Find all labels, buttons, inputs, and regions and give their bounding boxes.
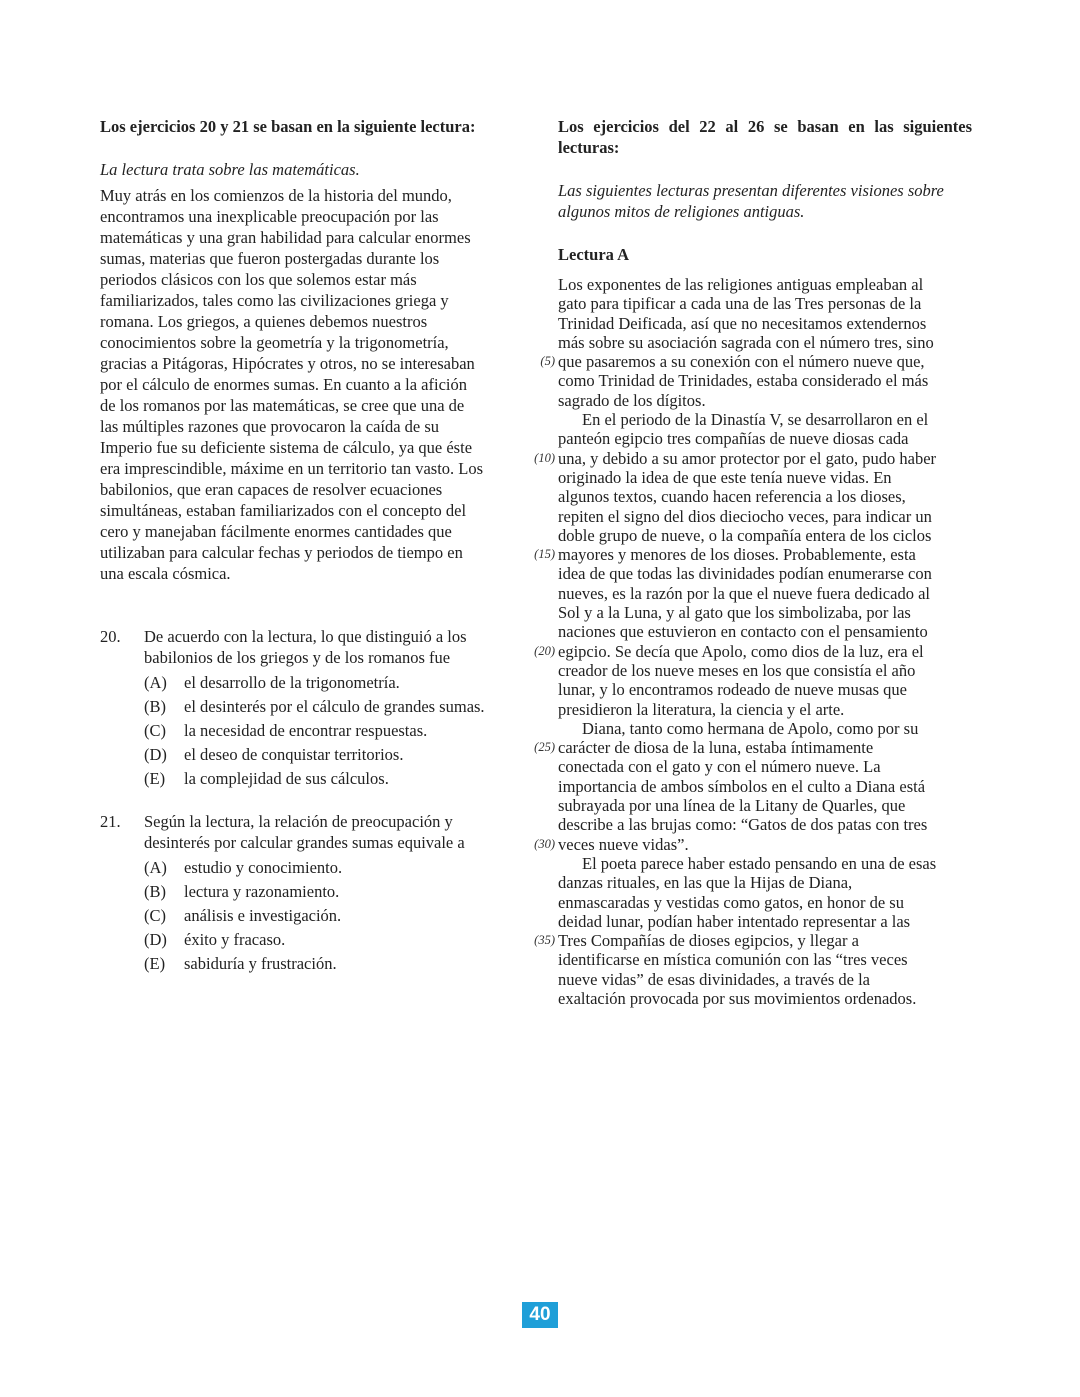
line-number: (30) xyxy=(534,836,555,851)
option-letter: (B) xyxy=(144,697,166,716)
line-text: egipcio. Se decía que Apolo, como dios de la luz, era el xyxy=(558,641,924,661)
line-text: veces nueve vidas”. xyxy=(558,834,689,854)
question-stem xyxy=(144,626,512,668)
passage-line xyxy=(558,700,972,719)
line-text: subrayada por una línea de la Litany de Quarles, que xyxy=(558,796,906,816)
line-text: panteón egipcio tres compañías de nueve diosas cada xyxy=(558,429,909,449)
answer-option xyxy=(144,928,512,952)
line-text: lunar, y lo encontramos rodeado de nueve musas que xyxy=(558,680,907,700)
reading-a-title: Lectura A xyxy=(558,245,630,264)
passage-line xyxy=(534,738,972,758)
question-stem xyxy=(144,811,512,853)
line-text: Los exponentes de las religiones antiguas empleaban al xyxy=(558,275,924,294)
option-text: el deseo de conquistar territorios. xyxy=(184,745,404,764)
passage-line: romana. Los griegos, a quienes debemos nuestros xyxy=(100,312,428,331)
passage-line: era imprescindible, máxime en un territorio tan vasto. Los xyxy=(100,459,484,478)
passage-line xyxy=(558,719,972,738)
passage-line xyxy=(534,834,972,854)
line-number: (15) xyxy=(534,547,555,562)
option-letter: (A) xyxy=(144,858,167,877)
line-text: En el periodo de la Dinastía V, se desarrollaron en el xyxy=(582,410,929,430)
question-stem-line: Según la lectura, la relación de preocupación y xyxy=(144,812,453,831)
option-text: la complejidad de sus cálculos. xyxy=(184,769,389,788)
passage-line xyxy=(558,796,972,815)
passage-line: de los romanos por las matemáticas, se cree que una de xyxy=(100,396,465,415)
option-letter: (B) xyxy=(144,882,166,901)
answer-option xyxy=(144,695,512,719)
option-letter: (E) xyxy=(144,954,166,973)
question-number: 21. xyxy=(100,812,121,831)
passage-line: cero y manejaban fácilmente enormes cantidades que xyxy=(100,522,452,541)
passage-line: simultáneas, estaban familiarizados con el concepto del xyxy=(100,501,467,520)
option-letter: (D) xyxy=(144,745,167,764)
passage-line xyxy=(558,912,972,931)
line-text: gato para tipificar a cada una de las Tres personas de la xyxy=(558,294,922,314)
line-text: Diana, tanto como hermana de Apolo, como por su xyxy=(582,718,919,738)
passage-line: familiarizados, tales como las civilizaciones griega y xyxy=(100,291,449,310)
option-letter: (D) xyxy=(144,930,167,949)
passage-line: encontramos una inexplicable preocupación por las xyxy=(100,207,439,226)
passage-line xyxy=(534,545,972,565)
passage-line: utilizaban para calcular fechas y periodos de tiempo en xyxy=(100,543,463,562)
line-text: originado la idea de que este tenía nueve vidas. En xyxy=(558,467,892,487)
line-number: (25) xyxy=(534,740,555,755)
passage-line xyxy=(558,487,972,506)
passage-line xyxy=(558,989,972,1008)
passage-line xyxy=(558,429,972,448)
line-text: Tres Compañías de dioses egipcios, y llegar a xyxy=(558,931,859,951)
line-text: idea de que todas las divinidades podían enumerarse con xyxy=(558,564,932,584)
passage-line: sumas, materias que fueron postergadas durante los xyxy=(100,249,440,268)
passage-line xyxy=(558,391,972,410)
option-text: lectura y razonamiento. xyxy=(184,882,340,901)
passage-line: una escala cósmica. xyxy=(100,564,231,583)
readings-intro: Las siguientes lecturas presentan diferentes visiones sobre algunos mitos de religiones antiguas. xyxy=(558,181,944,221)
line-text: carácter de diosa de la luna, estaba íntimamente xyxy=(558,738,874,758)
line-text: presidieron la literatura, la ciencia y el arte. xyxy=(558,699,845,719)
line-text: exaltación provocada por sus movimientos ordenados. xyxy=(558,988,917,1008)
line-text: una, y debido a su amor protector por el gato, pudo haber xyxy=(558,448,937,468)
question-stem-line: desinterés por calcular grandes sumas equivale a xyxy=(144,833,465,852)
line-text: sagrado de los dígitos. xyxy=(558,390,706,410)
passage-line xyxy=(558,333,972,352)
answer-option xyxy=(144,952,512,976)
section-heading-22-26: Los ejercicios del 22 al 26 se basan en las siguientes lecturas: xyxy=(558,117,972,157)
answer-option xyxy=(144,671,512,695)
line-text: algunos textos, cuando hacen referencia a los dioses, xyxy=(558,487,906,507)
line-text: que pasaremos a su conexión con el número nueve que, xyxy=(558,352,925,372)
option-letter: (E) xyxy=(144,769,166,788)
passage-line xyxy=(558,564,972,583)
passage-line xyxy=(558,893,972,912)
passage-line xyxy=(558,507,972,526)
question-stem-line: De acuerdo con la lectura, lo que distinguió a los xyxy=(144,627,467,646)
passage-line xyxy=(558,410,972,429)
line-number: (20) xyxy=(534,643,555,658)
option-text: el desarrollo de la trigonometría. xyxy=(184,673,400,692)
question xyxy=(100,811,512,976)
option-text: sabiduría y frustración. xyxy=(184,954,337,973)
passage-line xyxy=(558,970,972,989)
passage-line: matemáticas y una gran habilidad para calcular enormes xyxy=(100,228,471,247)
answer-option xyxy=(144,904,512,928)
passage-line: Imperio fue su deficiente sistema de cálculo, ya que éste xyxy=(100,438,473,457)
answer-option xyxy=(144,719,512,743)
reading-a-passage xyxy=(534,275,972,1008)
passage-line xyxy=(558,777,972,796)
passage-line xyxy=(558,622,972,641)
passage-line xyxy=(558,275,972,294)
question-list xyxy=(100,626,512,976)
passage-line: periodos clásicos con los que solemos estar más xyxy=(100,270,417,289)
reading-intro: La lectura trata sobre las matemáticas. xyxy=(100,160,360,179)
answer-option xyxy=(144,880,512,904)
passage-line xyxy=(558,314,972,333)
passage-line: por el cálculo de enormes sumas. En cuanto a la afición xyxy=(100,375,467,394)
answer-options xyxy=(144,856,512,976)
line-text: El poeta parece haber estado pensando en una de esas xyxy=(582,853,937,873)
right-column xyxy=(530,116,972,1008)
question xyxy=(100,626,512,791)
passage-line: babilonios, que eran capaces de resolver ecuaciones xyxy=(100,480,443,499)
passage-line: gracias a Pitágoras, Hipócrates y otros, no se interesaban xyxy=(100,354,475,373)
line-text: Sol y a la Luna, y al gato que los simbolizaba, por las xyxy=(558,603,911,623)
passage-line: conocimientos sobre la geometría y la trigonometría, xyxy=(100,333,449,352)
passage-line xyxy=(558,757,972,776)
line-number: (10) xyxy=(534,450,555,465)
line-text: doble grupo de nueve, o la compañía entera de los ciclos xyxy=(558,525,932,545)
line-text: enmascaradas y vestidas como gatos, en honor de su xyxy=(558,892,904,912)
line-text: conectada con el gato y con el número nueve. La xyxy=(558,757,881,777)
line-text: creador de los nueve meses en los que consistía el año xyxy=(558,660,916,680)
passage-line xyxy=(534,931,972,951)
line-text: nueve vidas” de esas divinidades, a través de la xyxy=(558,969,871,989)
passage-line xyxy=(534,641,972,661)
passage-line xyxy=(558,584,972,603)
line-text: Trinidad Deificada, así que no necesitamos extendernos xyxy=(558,313,927,333)
option-text: estudio y conocimiento. xyxy=(184,858,343,877)
question-number: 20. xyxy=(100,627,121,646)
option-text: análisis e investigación. xyxy=(184,906,342,925)
line-text: deidad lunar, podían haber intentado representar a las xyxy=(558,911,911,931)
option-letter: (A) xyxy=(144,673,167,692)
passage-line xyxy=(558,815,972,834)
line-text: nueves, es la razón por la que el nueve fuera dedicado al xyxy=(558,583,930,603)
line-text: importancia de ambos símbolos en el culto a Diana está xyxy=(558,776,926,796)
passage-line xyxy=(558,873,972,892)
answer-options xyxy=(144,671,512,791)
passage-line xyxy=(558,950,972,969)
line-text: mayores y menores de los dioses. Probablemente, esta xyxy=(558,545,916,565)
line-number: (5) xyxy=(540,354,555,369)
line-number: (35) xyxy=(534,933,555,948)
line-text: repiten el signo del dios dieciocho veces, para indicar un xyxy=(558,506,932,526)
page-number-badge: 40 xyxy=(522,1302,558,1328)
passage-line xyxy=(558,526,972,545)
passage-line: Muy atrás en los comienzos de la historia del mundo, xyxy=(100,186,452,205)
answer-option xyxy=(144,743,512,767)
question-stem-line: babilonios de los griegos y de los romanos fue xyxy=(144,648,451,667)
passage-line xyxy=(534,448,972,468)
passage-line xyxy=(558,680,972,699)
line-text: más sobre su asociación sagrada con el número tres, sino xyxy=(558,332,934,352)
passage-line xyxy=(558,294,972,313)
line-text: naciones que estuvieron en contacto con el pensamiento xyxy=(558,622,928,642)
option-text: la necesidad de encontrar respuestas. xyxy=(184,721,428,740)
passage-line xyxy=(540,352,972,372)
passage-line xyxy=(558,603,972,622)
option-text: el desinterés por el cálculo de grandes sumas. xyxy=(184,697,485,716)
option-letter: (C) xyxy=(144,721,166,740)
passage-line: las múltiples razones que provocaron la caída de su xyxy=(100,417,440,436)
option-text: éxito y fracaso. xyxy=(184,930,286,949)
answer-option xyxy=(144,856,512,880)
section-heading-20-21: Los ejercicios 20 y 21 se basan en la siguiente lectura: xyxy=(100,117,476,136)
option-letter: (C) xyxy=(144,906,166,925)
line-text: danzas rituales, en las que la Hijas de Diana, xyxy=(558,873,853,893)
answer-option xyxy=(144,767,512,791)
passage-line xyxy=(558,468,972,487)
passage-line xyxy=(558,661,972,680)
line-text: identificarse en mística comunión con las “tres veces xyxy=(558,950,908,970)
passage-line xyxy=(558,371,972,390)
line-text: describe a las brujas como: “Gatos de dos patas con tres xyxy=(558,815,928,835)
left-column xyxy=(100,116,512,976)
reading-passage xyxy=(100,185,512,584)
passage-line xyxy=(558,854,972,873)
line-text: como Trinidad de Trinidades, estaba considerado el más xyxy=(558,371,929,391)
